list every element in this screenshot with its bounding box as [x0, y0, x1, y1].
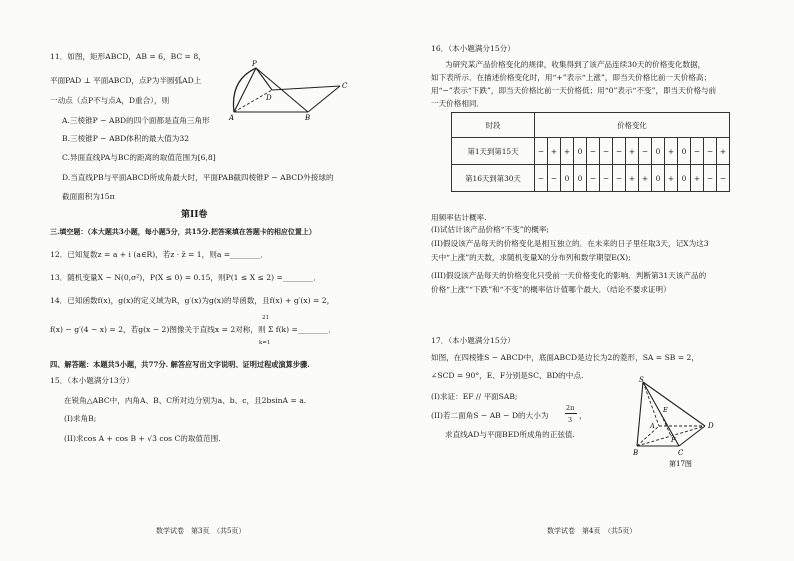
row-label: 第1天到第15天: [452, 138, 535, 165]
section-title: 第II卷: [181, 210, 208, 220]
q17-part-i: (I)求证：EF // 平面SAB;: [431, 392, 518, 401]
price-cell: −: [704, 165, 717, 192]
right-page: [397, 0, 794, 561]
q17-para2: ∠SCD = 90°，E、F分别是SC、BD的中点.: [431, 371, 584, 380]
q16-title: 16．（本小题满分15分）: [431, 44, 515, 53]
price-cell: +: [665, 138, 678, 165]
q16-para4: 一天价格相同．: [431, 99, 485, 108]
table-header-row: [452, 113, 730, 138]
price-cell: −: [639, 138, 652, 165]
q11-line3: 一动点（点P不与点A，D重合），则: [50, 96, 170, 105]
q11-option-c: C.异面直线PA与BC的距离的取值范围为[6,8]: [62, 153, 216, 162]
solve-heading: 四、解答题：本题共5小题，共77分. 解答应写出文字说明、证明过程或演算步骤.: [50, 360, 310, 369]
price-cell: +: [691, 165, 704, 192]
edge-bc: [308, 86, 340, 112]
label-c: C: [342, 82, 348, 90]
price-cell: +: [626, 138, 639, 165]
price-cell: −: [717, 165, 730, 192]
row-label: 第16天到第30天: [452, 165, 535, 192]
price-cell: −: [587, 165, 600, 192]
price-change-table: [451, 112, 730, 192]
fraction-denominator: 3: [568, 416, 573, 424]
q17-part-ii-line2: 求直线AD与平面BED所成角的正弦值.: [445, 430, 575, 439]
q11-option-d-cont: 截面面积为15π: [62, 192, 115, 201]
q15-title: 15．（本小题满分13分）: [50, 376, 134, 385]
sum-upper-limit: 21: [262, 315, 269, 321]
fraction-numerator: 2π: [566, 404, 575, 412]
header-price-change: 价格变化: [535, 113, 730, 138]
q17-para1: 如图，在四棱锥S − ABCD中，底面ABCD是边长为2的菱形，SA = SB = 2，: [431, 353, 699, 362]
q11-line2: 平面PAD ⊥ 平面ABCD，点P为半圆弧AD上: [50, 76, 202, 85]
q15-stem: 在锐角△ABC中，内角A、B、C所对边分别为a、b、c，且2bsinA = a.: [64, 396, 307, 405]
figure-caption: 第17图: [669, 460, 692, 468]
q14-line2: f(x) − g′(4 − x) = 2，若g(x − 2)图像关于直线x = 2对称，则 Σ f(k) =________．: [50, 325, 336, 334]
q11-option-d: D.当直线PB与平面ABCD所成角最大时，平面PAB截四棱锥P − ABCD外接球的: [62, 173, 334, 182]
price-cell: 0: [561, 165, 574, 192]
q11-figure: [228, 60, 358, 122]
table-row: [452, 138, 730, 165]
fraction-bar: [565, 413, 577, 414]
edge-sd: [643, 382, 705, 426]
q17-part-ii-comma: ，: [579, 411, 587, 420]
price-cell: 0: [678, 165, 691, 192]
edge-sa: [643, 382, 659, 426]
price-cell: 0: [574, 165, 587, 192]
price-cell: −: [600, 165, 613, 192]
label-c: C: [678, 449, 684, 457]
q16-part-i: (I)试估计该产品价格“不变”的概率;: [431, 225, 549, 234]
q17-part-ii-line1: (II)若二面角S − AB − D的大小为: [431, 411, 549, 420]
label-a: A: [229, 114, 235, 122]
price-cell: −: [587, 138, 600, 165]
left-footer: 数学试卷 第3页 （共5页）: [156, 527, 246, 535]
price-cell: 0: [652, 165, 665, 192]
label-d: D: [266, 94, 272, 102]
q11-line1: 11．如图，矩形ABCD，AB = 6，BC = 8，: [50, 52, 206, 61]
price-cell: 0: [574, 138, 587, 165]
label-e: E: [663, 406, 668, 414]
price-cell: −: [691, 138, 704, 165]
price-cell: +: [561, 138, 574, 165]
label-a: A: [650, 422, 655, 430]
price-cell: −: [548, 165, 561, 192]
edge-pb: [256, 68, 308, 112]
label-p: P: [252, 60, 257, 68]
q17-title: 17．（本小题满分15分）: [431, 336, 515, 345]
q16-part-ii-line2: 天中“上涨”的天数，求随机变量X的分布列和数学期望E(X);: [431, 253, 631, 262]
right-footer: 数学试卷 第4页 （共5页）: [547, 527, 637, 535]
price-cell: −: [535, 138, 548, 165]
q17-figure: [633, 376, 741, 468]
label-s: S: [639, 376, 644, 384]
table-row: [452, 165, 730, 192]
label-b: B: [633, 449, 639, 457]
price-cell: −: [704, 138, 717, 165]
price-cell: −: [600, 138, 613, 165]
edge-cd: [679, 426, 705, 446]
price-cell: −: [613, 138, 626, 165]
price-cell: −: [535, 165, 548, 192]
price-cell: +: [639, 165, 652, 192]
q11-option-b: B.三棱锥P − ABD体积的最大值为32: [62, 134, 190, 143]
label-d: D: [708, 422, 714, 430]
price-cell: 0: [678, 138, 691, 165]
fill-in-heading: 三.填空题：（本大题共3小题，每小题5分，共15分.把答案填在答题卡的相应位置上）: [50, 227, 316, 236]
price-cell: +: [626, 165, 639, 192]
q13: 13．随机变量X ~ N(0,σ²)，P(X ≤ 0) = 0.15，则P(1 ≤ X ≤ 2) =________．: [50, 273, 321, 282]
price-cell: +: [717, 138, 730, 165]
header-period: 时段: [452, 113, 535, 138]
price-cell: +: [548, 138, 561, 165]
q12: 12．已知复数z = a + i (a∈R)，若z · z̄ = 1，则a =________．: [50, 250, 269, 259]
price-cell: 0: [652, 138, 665, 165]
q15-part-i: (I)求角B;: [64, 414, 97, 423]
q15-part-ii: (II)求cos A + cos B + √3 cos C的取值范围.: [64, 434, 221, 443]
q16-para1: 为研究某产品价格变化的规律，收集得到了该产品连续30天的价格变化数据，: [445, 60, 706, 69]
edge-dc: [272, 86, 340, 90]
price-cell: −: [613, 165, 626, 192]
q16-para3: 用“−”表示“下跌”，即当天价格比前一天价格低；用“0”表示“不变”，即当天价格与前: [431, 86, 717, 95]
edge-sb: [637, 382, 643, 446]
q16-part-iii-line1: (III)假设该产品每天的价格变化只受前一天价格变化的影响．判断第31天该产品的: [431, 271, 707, 280]
q16-para2: 如下表所示．在描述价格变化时，用“+”表示“上涨”，即当天价格比前一天价格高；: [431, 73, 712, 82]
q16-part-ii-line1: (II)假设该产品每天的价格变化是相互独立的．在未来的日子里任取3天，记X为这3: [431, 239, 709, 248]
label-f: F: [671, 436, 676, 444]
q16-part-iii-line2: 价格“上涨”“下跌”和“不变”的概率估计值哪个最大．（结论不要求证明）: [431, 285, 671, 294]
sum-lower-limit: k=1: [259, 340, 271, 346]
label-b: B: [305, 114, 311, 122]
q16-frequency-note: 用频率估计概率.: [431, 213, 487, 222]
price-cell: +: [665, 165, 678, 192]
q11-option-a: A.三棱锥P − ABD的四个面都是直角三角形: [62, 116, 210, 125]
q14-line1: 14．已知函数f(x)，g(x)的定义域为R，g′(x)为g(x)的导函数，且f(x) + g′(x) = 2，: [50, 296, 335, 305]
